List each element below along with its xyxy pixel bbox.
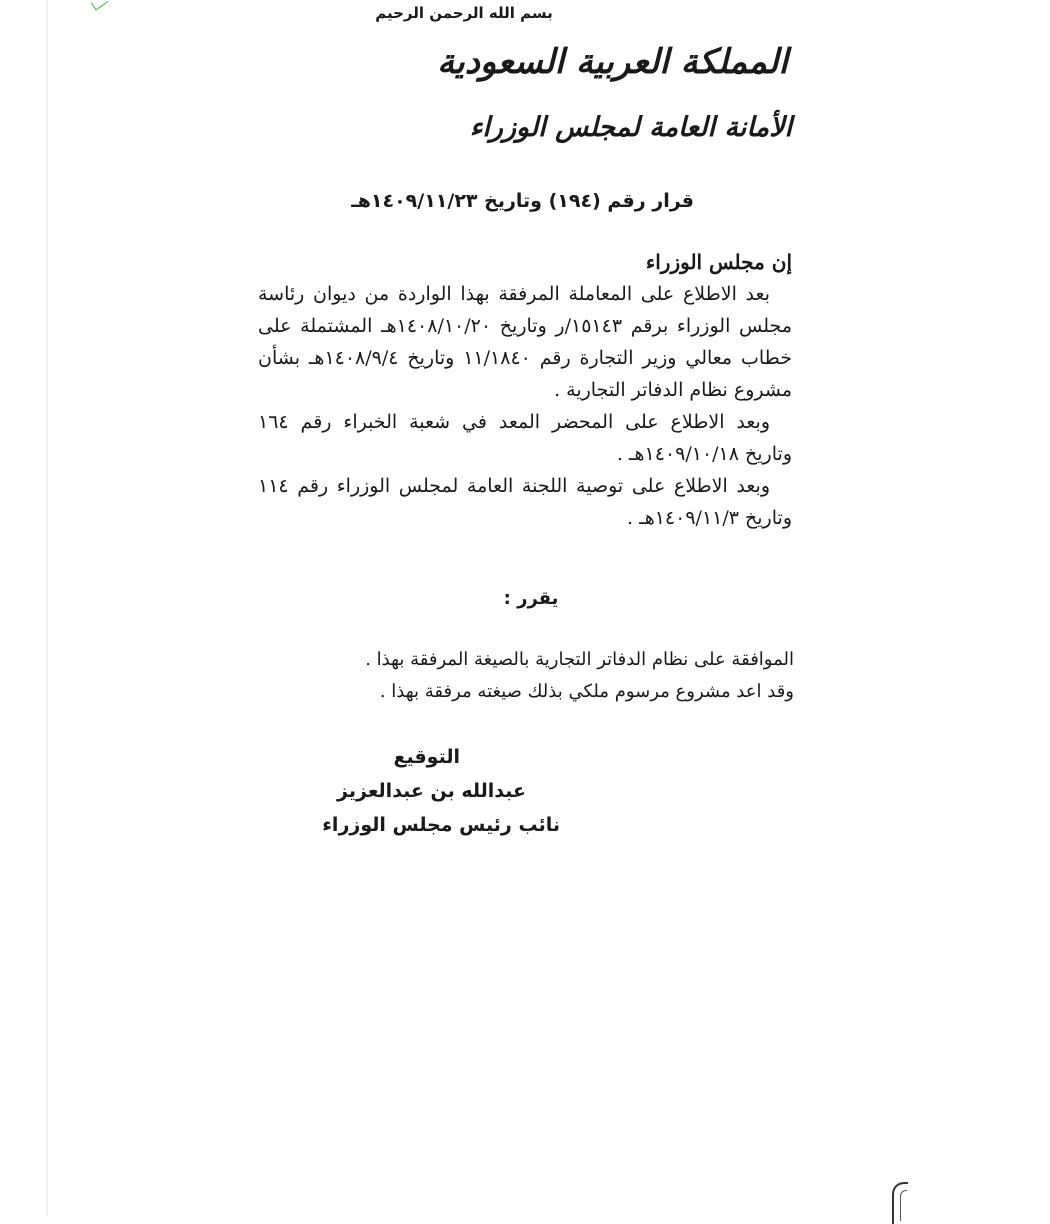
decision-title: قرار رقم (١٩٤) وتاريخ ١٤٠٩/١١/٢٣هـ <box>351 190 694 212</box>
paragraph-3: وبعد الاطلاع على توصية اللجنة العامة لمجلس الوزراء رقم ١١٤ وتاريخ ١٤٠٩/١١/٣هـ . <box>258 475 792 529</box>
resolution-line-1: الموافقة على نظام الدفاتر التجارية بالصيغة المرفقة بهذا . <box>365 649 794 670</box>
signature-block <box>300 740 560 842</box>
decides-heading: يقرر : <box>503 588 559 609</box>
resolution-block <box>300 644 794 708</box>
secretariat-letterhead: الأمانة العامة لمجلس الوزراء <box>469 112 792 143</box>
kingdom-letterhead: المملكة العربية السعودية <box>437 42 788 82</box>
signatory-name: عبدالله بن عبدالعزيز <box>337 780 526 802</box>
signature-label: التوقيع <box>393 746 460 768</box>
decision-body <box>258 246 792 534</box>
scan-edge-line <box>46 0 48 1215</box>
signatory-title: نائب رئيس مجلس الوزراء <box>322 814 560 836</box>
paragraph-2: وبعد الاطلاع على المحضر المعد في شعبة الخبراء رقم ١٦٤ وتاريخ ١٤٠٩/١٠/١٨هـ . <box>258 411 792 465</box>
green-corner-mark <box>91 0 108 10</box>
bismillah-heading: بسم الله الرحمن الرحيم <box>375 4 553 22</box>
resolution-line-2: وقد اعد مشروع مرسوم ملكي بذلك صيغته مرفقة بهذا . <box>379 681 794 702</box>
paragraph-1: بعد الاطلاع على المعاملة المرفقة بهذا الواردة من ديوان رئاسة مجلس الوزراء برقم ١٥١٤٣/ر وتاريخ ١٤٠٨/١٠/٢٠هـ المشتملة على خطاب معالي وزير التجارة رقم ١١/١٨٤٠ وتاريخ ١٤٠٨/٩/٤هـ بشأن مشروع نظام الدفاتر التجارية . <box>258 283 793 401</box>
binding-bracket-inner-mark <box>900 1190 907 1221</box>
addressee-heading: إن مجلس الوزراء <box>645 250 792 274</box>
